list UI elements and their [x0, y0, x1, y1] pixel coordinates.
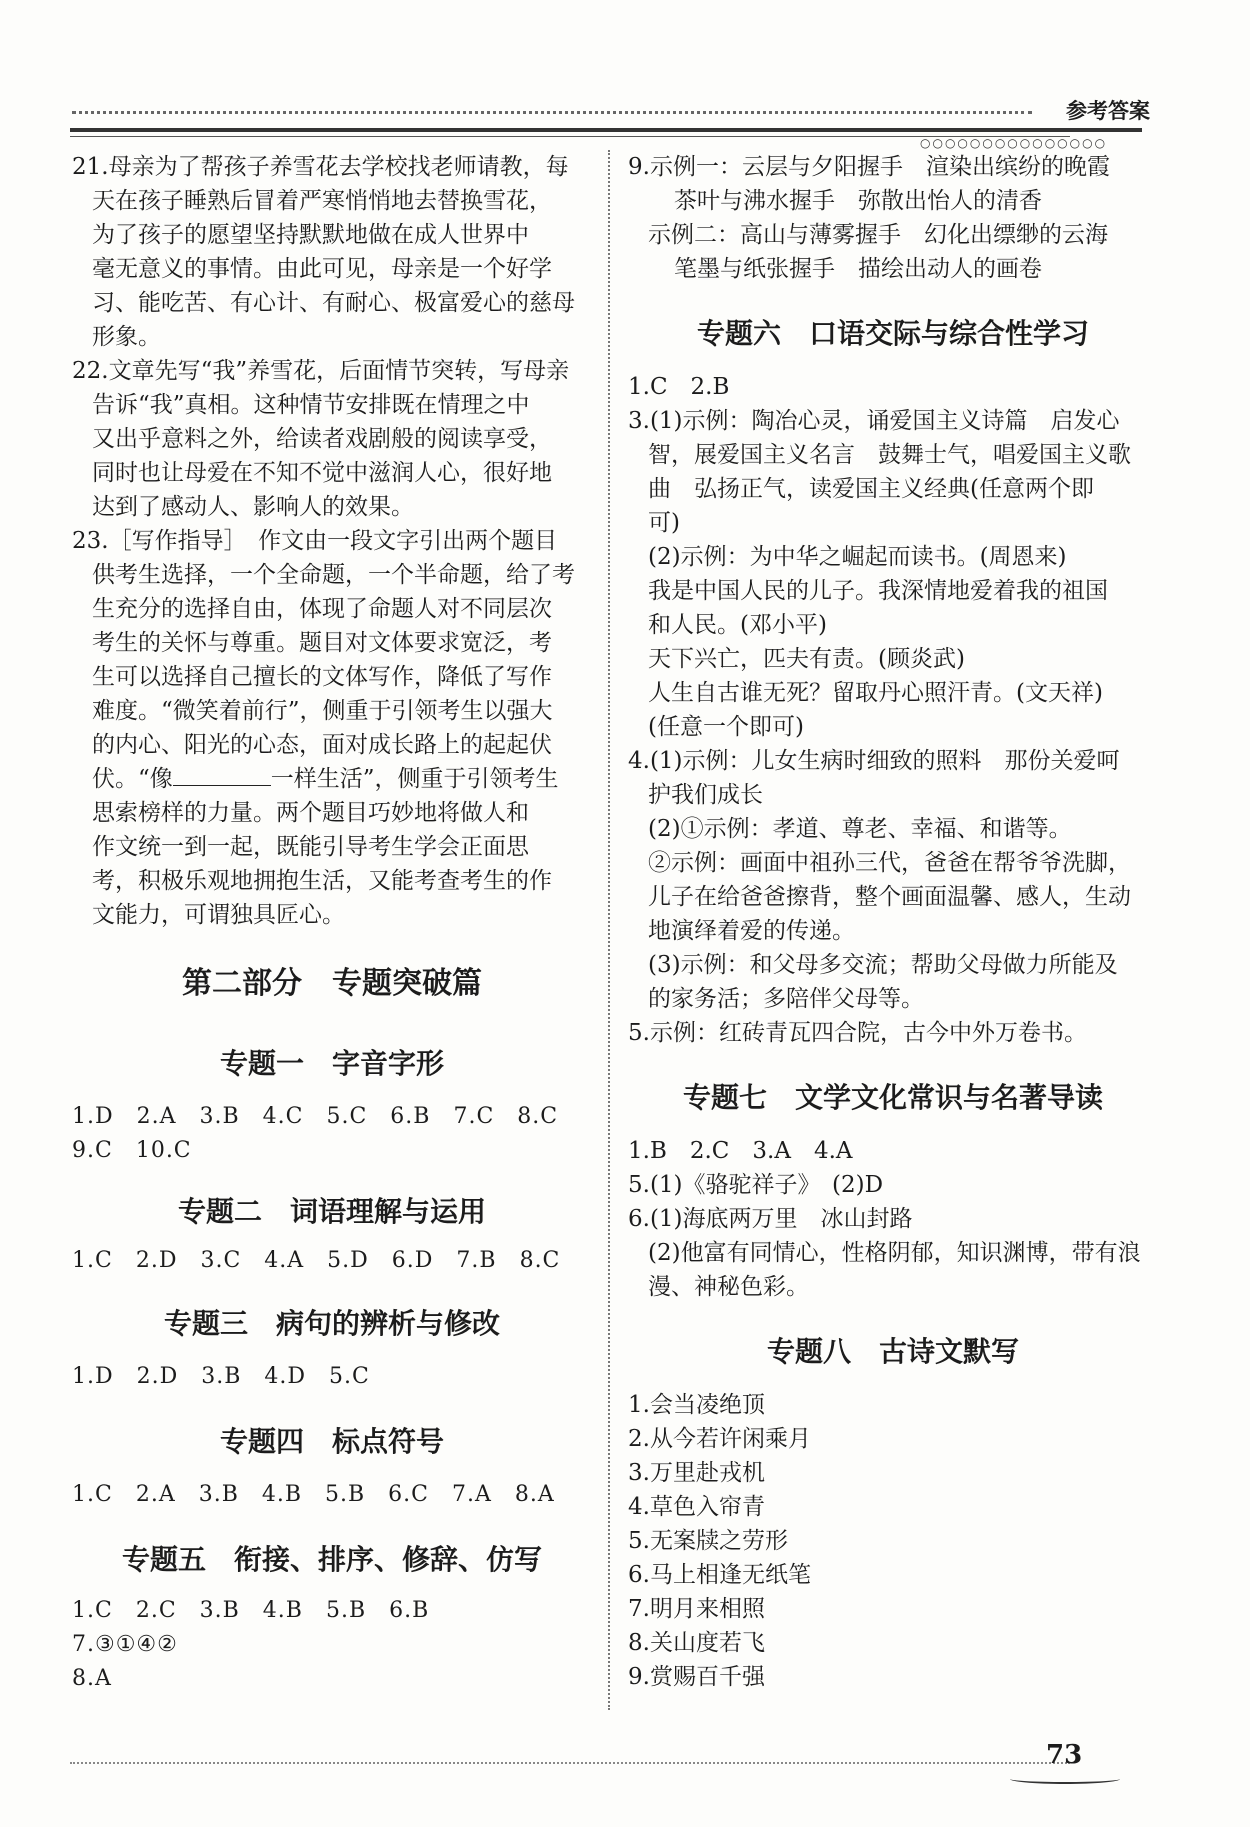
topic2-title: 专题二 词语理解与运用	[177, 1195, 486, 1228]
topic4-title: 专题四 标点符号	[219, 1425, 444, 1458]
answer-9	[628, 150, 1158, 286]
footer-dotted-line	[70, 1762, 1070, 1764]
header-rule	[70, 128, 1142, 132]
text-line: 告诉“我”真相。这种情节安排既在情理之中	[92, 392, 530, 418]
text-line: 为了孩子的愿望坚持默默地做在成人世界中	[92, 222, 529, 248]
text-line: 4.草色入帘青	[628, 1494, 765, 1520]
text-line: 21.母亲为了帮孩子养雪花去学校找老师请教，每	[72, 154, 569, 180]
text-line: 生充分的选择自由，体现了命题人对不同层次	[92, 596, 552, 622]
text-fragment: 一样生活”，侧重于引领考生	[270, 766, 559, 792]
text-line: 可)	[648, 510, 680, 536]
answer-line: 1.C 2.A 3.B 4.B 5.B 6.C 7.A 8.A	[72, 1482, 555, 1507]
footer-swirl-ornament	[1010, 1774, 1120, 1784]
text-line: 考，积极乐观地拥抱生活，又能考查考生的作	[92, 868, 552, 894]
text-line: 文能力，可谓独具匠心。	[92, 902, 345, 928]
text-line: 2.从今若许闲乘月	[628, 1426, 811, 1452]
part-title: 第二部分 专题突破篇	[182, 966, 482, 1001]
text-line: 8.关山度若飞	[628, 1630, 765, 1656]
topic8-title: 专题八 古诗文默写	[766, 1335, 1019, 1368]
answer-line: 9.C 10.C	[72, 1138, 192, 1163]
text-line: 形象。	[92, 324, 161, 350]
topic5-title: 专题五 衔接、排序、修辞、仿写	[121, 1543, 542, 1576]
text-line: 7.明月来相照	[628, 1596, 765, 1622]
answer-21	[72, 150, 592, 354]
text-line: 和人民。(邓小平)	[648, 612, 827, 638]
page-number: 73	[1046, 1740, 1083, 1770]
text-line: 习、能吃苦、有心计、有耐心、极富爱心的慈母	[92, 290, 575, 316]
text-line: 地演绎着爱的传递。	[648, 918, 855, 944]
text-line: 儿子在给爸爸擦背，整个画面温馨、感人，生动	[648, 884, 1131, 910]
text-line: 的家务活；多陪伴父母等。	[648, 986, 924, 1012]
answer-line: 1.C 2.C 3.B 4.B 5.B 6.B	[72, 1598, 430, 1623]
text-line: 的内心、阳光的心态，面对成长路上的起起伏	[92, 732, 552, 758]
text-line: 5.示例：红砖青瓦四合院，古今中外万卷书。	[628, 1020, 1087, 1046]
text-line: 作文统一到一起，既能引导考生学会正面思	[92, 834, 529, 860]
header-title: 参考答案	[1066, 99, 1150, 123]
text-line: 3.万里赴戎机	[628, 1460, 765, 1486]
topic7-answers	[628, 1134, 1158, 1304]
answer-line: 1.C 2.D 3.C 4.A 5.D 6.D 7.B 8.C	[72, 1248, 561, 1273]
text-line: 漫、神秘色彩。	[648, 1274, 809, 1300]
text-line: 1.B 2.C 3.A 4.A	[628, 1138, 853, 1164]
topic7-title: 专题七 文学文化常识与名著导读	[682, 1081, 1103, 1114]
text-line: 护我们成长	[648, 782, 763, 808]
text-line: 3.(1)示例：陶冶心灵，诵爱国主义诗篇 启发心	[628, 408, 1120, 434]
answer-line: 8.A	[72, 1666, 112, 1691]
text-line: 6.马上相逢无纸笔	[628, 1562, 811, 1588]
text-fragment: 伏。“像	[92, 766, 173, 792]
text-line: (2)他富有同情心，性格阴郁，知识渊博，带有浪	[648, 1240, 1141, 1266]
text-line: 示例二：高山与薄雾握手 幻化出缥缈的云海	[648, 222, 1108, 248]
topic3-title: 专题三 病句的辨析与修改	[163, 1307, 500, 1340]
text-line: 5.无案牍之劳形	[628, 1528, 788, 1554]
right-column	[628, 150, 1158, 1694]
text-line: 考生的关怀与尊重。题目对文体要求宽泛，考	[92, 630, 552, 656]
text-line: 4.(1)示例：儿女生病时细致的照料 那份关爱呵	[628, 748, 1120, 774]
text-line: 智，展爱国主义名言 鼓舞士气，唱爱国主义歌	[648, 442, 1131, 468]
text-line: 毫无意义的事情。由此可见，母亲是一个好学	[92, 256, 552, 282]
header-bead-ornament: ○○○○○○○○○○○○○○○	[920, 136, 1108, 150]
text-line: ②示例：画面中祖孙三代，爸爸在帮爷爷洗脚，	[648, 850, 1131, 876]
text-line: 茶叶与沸水握手 弥散出怡人的清香	[674, 188, 1042, 214]
text-line: 生可以选择自己擅长的文体写作，降低了写作	[92, 664, 552, 690]
text-line: (2)①示例：孝道、尊老、幸福、和谐等。	[648, 816, 1072, 842]
text-line: (2)示例：为中华之崛起而读书。(周恩来)	[648, 544, 1067, 570]
column-divider	[608, 150, 610, 1710]
text-line: 同时也让母爱在不知不觉中滋润人心，很好地	[92, 460, 552, 486]
topic6-title: 专题六 口语交际与综合性学习	[696, 317, 1089, 350]
answer-line: 1.D 2.D 3.B 4.D 5.C	[72, 1364, 370, 1389]
answer-line: 7.③①④②	[72, 1632, 178, 1657]
text-line: 达到了感动人、影响人的效果。	[92, 494, 414, 520]
text-line: 23.［写作指导］ 作文由一段文字引出两个题目	[72, 528, 558, 554]
text-line: 思索榜样的力量。两个题目巧妙地将做人和	[92, 800, 529, 826]
text-line: (3)示例：和父母多交流；帮助父母做力所能及	[648, 952, 1118, 978]
fill-blank-line	[173, 765, 271, 786]
text-line: 我是中国人民的儿子。我深情地爱着我的祖国	[648, 578, 1108, 604]
text-line: 笔墨与纸张握手 描绘出动人的画卷	[674, 256, 1042, 282]
text-line: 22.文章先写“我”养雪花，后面情节突转，写母亲	[72, 358, 570, 384]
topic8-answers	[628, 1388, 1158, 1694]
header-dotted-line	[72, 111, 1032, 114]
text-line: 天在孩子睡熟后冒着严寒悄悄地去替换雪花，	[92, 188, 552, 214]
left-column	[72, 150, 592, 1696]
text-line: 9.赏赐百千强	[628, 1664, 765, 1690]
text-line: 人生自古谁无死？留取丹心照汗青。(文天祥)	[648, 680, 1103, 706]
text-line: 曲 弘扬正气，读爱国主义经典(任意两个即	[648, 476, 1094, 502]
text-line: 1.C 2.B	[628, 374, 730, 400]
text-line: 天下兴亡，匹夫有责。(顾炎武)	[648, 646, 965, 672]
text-line: 难度。“微笑着前行”，侧重于引领考生以强大	[92, 698, 553, 724]
text-line: 1.会当凌绝顶	[628, 1392, 765, 1418]
topic6-answers	[628, 370, 1158, 1050]
text-line: 又出乎意料之外，给读者戏剧般的阅读享受，	[92, 426, 552, 452]
topic1-title: 专题一 字音字形	[219, 1047, 444, 1080]
answer-line: 1.D 2.A 3.B 4.C 5.C 6.B 7.C 8.C	[72, 1104, 559, 1129]
answer-23	[72, 524, 592, 932]
text-line-with-blank	[72, 762, 592, 796]
text-line: 6.(1)海底两万里 冰山封路	[628, 1206, 913, 1232]
text-line: 供考生选择，一个全命题，一个半命题，给了考	[92, 562, 575, 588]
text-line: (任意一个即可)	[648, 714, 804, 740]
answer-22	[72, 354, 592, 524]
text-line: 9.示例一：云层与夕阳握手 渲染出缤纷的晚霞	[628, 154, 1110, 180]
text-line: 5.(1)《骆驼祥子》 (2)D	[628, 1172, 884, 1198]
